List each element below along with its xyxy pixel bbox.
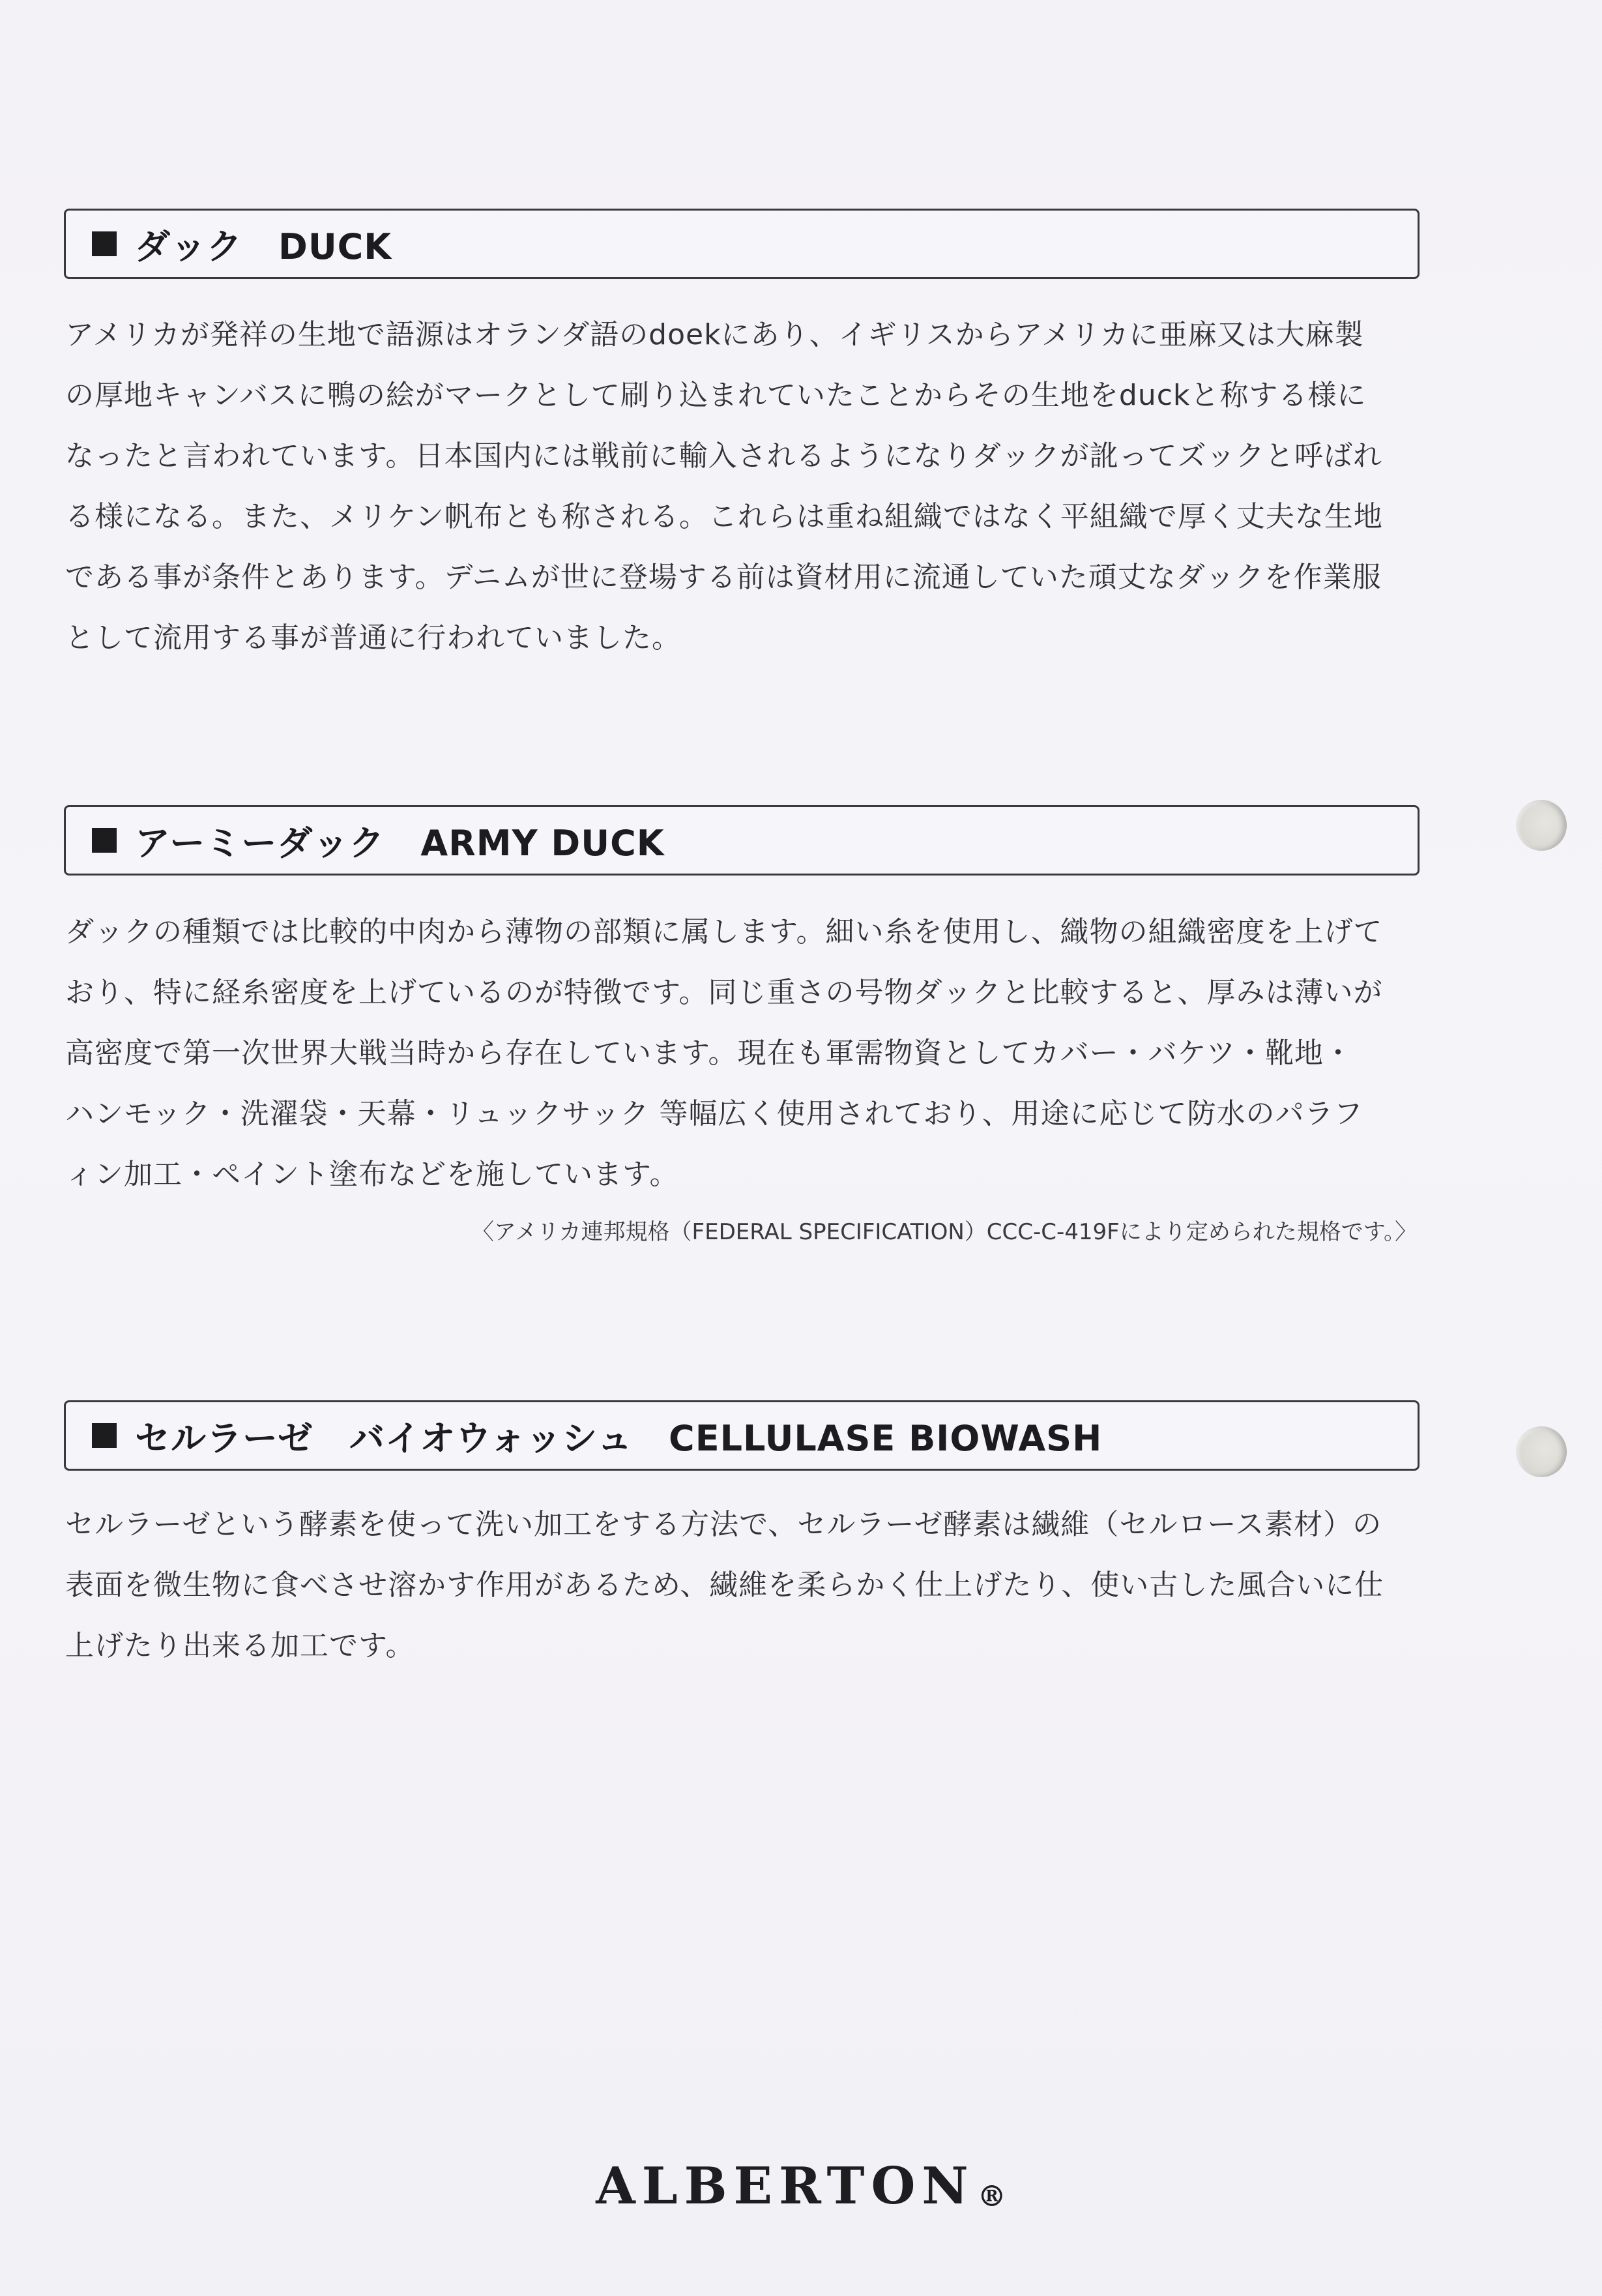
body-line: ィン加工・ペイント塗布などを施しています。: [65, 1158, 679, 1191]
body-line: である事が条件とあります。デニムが世に登場する前は資材用に流通していた頑丈なダックを作業服: [65, 561, 1382, 594]
body-line: ダックの種類では比較的中肉から薄物の部類に属します。細い糸を使用し、織物の組織密度を上げて: [65, 915, 1383, 949]
section-header-cellulase-biowash: [64, 1400, 1420, 1471]
punch-hole: [1516, 800, 1567, 851]
body-line: 上げたり出来る加工です。: [65, 1629, 415, 1662]
body-line: の厚地キャンバスに鴨の絵がマークとして刷り込まれていたことからその生地をduckと称する様に: [65, 379, 1367, 412]
logo-text: ALBERTON: [596, 2156, 975, 2216]
registered-mark-icon: ®: [977, 2180, 1006, 2213]
section-body-cellulase-biowash: [65, 1494, 1427, 1676]
section-body-duck: [65, 304, 1427, 668]
body-line: る様になる。また、メリケン帆布とも称される。これらは重ね組織ではなく平組織で厚く丈夫な生地: [65, 500, 1383, 533]
punch-hole: [1516, 1426, 1567, 1477]
body-line: として流用する事が普通に行われていました。: [65, 621, 681, 655]
body-line: ハンモック・洗濯袋・天幕・リュックサック 等幅広く使用されており、用途に応じて防水のパラフ: [65, 1097, 1363, 1130]
body-line: アメリカが発祥の生地で語源はオランダ語のdoekにあり、イギリスからアメリカに亜麻又は大麻製: [65, 318, 1364, 351]
section-body-army-duck: [65, 902, 1427, 1205]
section-header-army-duck: [64, 805, 1420, 876]
square-bullet-icon: [92, 828, 117, 853]
section-title: セルラーゼ バイオウォッシュ CELLULASE BIOWASH: [135, 1417, 1103, 1459]
body-line: なったと言われています。日本国内には戦前に輸入されるようになりダックが訛ってズックと呼ばれ: [65, 439, 1383, 473]
section-title: ダック DUCK: [135, 226, 392, 267]
body-line: 表面を微生物に食べさせ溶かす作用があるため、繊維を柔らかく仕上げたり、使い古した風合いに仕: [65, 1568, 1384, 1602]
section-title: アーミーダック ARMY DUCK: [135, 822, 665, 864]
specification-note: 〈アメリカ連邦規格（FEDERAL SPECIFICATION）CCC-C-419Fにより定められた規格です。〉: [471, 1219, 1417, 1245]
body-line: セルラーゼという酵素を使って洗い加工をする方法で、セルラーゼ酵素は繊維（セルロース素材）の: [65, 1508, 1382, 1541]
brand-logo: [0, 2156, 1602, 2216]
section-header-duck: [64, 209, 1420, 279]
square-bullet-icon: [92, 231, 117, 256]
body-line: 高密度で第一次世界大戦当時から存在しています。現在も軍需物資としてカバー・バケツ・靴地・: [65, 1037, 1354, 1070]
square-bullet-icon: [92, 1423, 117, 1448]
body-line: おり、特に経糸密度を上げているのが特徴です。同じ重さの号物ダックと比較すると、厚みは薄いが: [65, 976, 1383, 1009]
